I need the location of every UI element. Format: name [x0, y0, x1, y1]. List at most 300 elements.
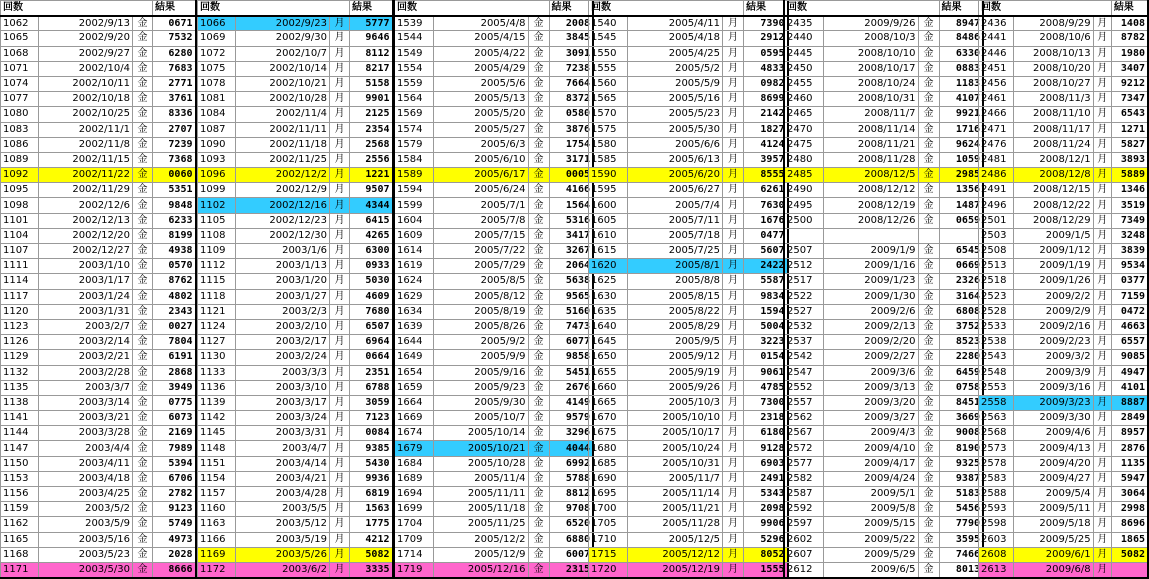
- table-row: [394, 228, 593, 243]
- weekday-cell: 月: [723, 228, 744, 243]
- result-cell: 3267: [549, 244, 593, 259]
- date-cell: 2005/8/8: [628, 274, 723, 289]
- result-cell: 5160: [549, 304, 593, 319]
- weekday-cell: 月: [330, 395, 350, 410]
- date-cell: 2003/3/7: [39, 380, 133, 395]
- weekday-cell: 月: [1093, 471, 1111, 486]
- weekday-cell: 金: [133, 259, 153, 274]
- result-cell: 9901: [350, 92, 393, 107]
- table-row: [394, 380, 593, 395]
- table-row: [198, 380, 393, 395]
- table-row: [394, 244, 593, 259]
- table-row: [1, 168, 196, 183]
- table-row: [589, 395, 788, 410]
- weekday-cell: 金: [528, 517, 549, 532]
- round-cell: 1670: [589, 411, 628, 426]
- date-cell: 2009/2/27: [823, 350, 918, 365]
- table-row: [589, 365, 788, 380]
- table-row: [979, 304, 1149, 319]
- table-row: [198, 274, 393, 289]
- date-cell: 2002/11/1: [39, 122, 133, 137]
- table-row: [394, 350, 593, 365]
- weekday-cell: 月: [330, 92, 350, 107]
- weekday-cell: 月: [1093, 517, 1111, 532]
- table-row: [1, 137, 196, 152]
- table-row: [1, 259, 196, 274]
- result-cell: 5316: [549, 213, 593, 228]
- result-cell: 8555: [744, 168, 788, 183]
- weekday-cell: 金: [133, 456, 153, 471]
- table-row: [1, 441, 196, 456]
- date-cell: 2005/8/29: [628, 319, 723, 334]
- result-cell: 0664: [350, 350, 393, 365]
- result-cell: 3761: [153, 92, 196, 107]
- round-cell: 1704: [394, 517, 433, 532]
- weekday-cell: 金: [528, 107, 549, 122]
- round-cell: 2562: [784, 411, 823, 426]
- result-cell: 3957: [744, 152, 788, 167]
- date-cell: 2008/10/3: [823, 31, 918, 46]
- weekday-cell: 月: [330, 562, 350, 577]
- weekday-cell: 月: [723, 335, 744, 350]
- result-cell: 4802: [153, 289, 196, 304]
- round-cell: 1124: [198, 319, 236, 334]
- round-cell: 1123: [1, 319, 39, 334]
- date-cell: 2005/11/18: [433, 502, 528, 517]
- result-cell: 6330: [939, 46, 983, 61]
- table-row: [394, 289, 593, 304]
- table-row: [784, 76, 983, 91]
- header-round: 回数: [198, 1, 350, 16]
- table-row: [589, 304, 788, 319]
- result-cell: 8523: [939, 335, 983, 350]
- round-cell: 1154: [198, 471, 236, 486]
- date-cell: 2002/9/13: [39, 16, 133, 31]
- result-cell: 7466: [939, 547, 983, 562]
- weekday-cell: 金: [528, 411, 549, 426]
- round-cell: 1554: [394, 61, 433, 76]
- table-row: [198, 259, 393, 274]
- weekday-cell: 月: [723, 487, 744, 502]
- round-cell: 1127: [198, 335, 236, 350]
- table-row: [784, 456, 983, 471]
- round-cell: 1615: [589, 244, 628, 259]
- table-row: [979, 411, 1149, 426]
- date-cell: 2005/8/5: [433, 274, 528, 289]
- table-row: [1, 395, 196, 410]
- round-cell: 2613: [979, 562, 1014, 577]
- table-row: [979, 152, 1149, 167]
- result-cell: 8699: [744, 92, 788, 107]
- table-row: [1, 289, 196, 304]
- header-row: [198, 1, 393, 16]
- result-cell: 3296: [549, 426, 593, 441]
- weekday-cell: 月: [723, 198, 744, 213]
- weekday-cell: 月: [1093, 46, 1111, 61]
- weekday-cell: 金: [528, 259, 549, 274]
- weekday-cell: 月: [1093, 16, 1111, 31]
- round-cell: 1095: [1, 183, 39, 198]
- weekday-cell: 金: [918, 471, 939, 486]
- round-cell: 2593: [979, 502, 1014, 517]
- table-row: [784, 350, 983, 365]
- table-row: [589, 487, 788, 502]
- weekday-cell: 金: [918, 365, 939, 380]
- weekday-cell: 金: [133, 152, 153, 167]
- weekday-cell: 月: [330, 244, 350, 259]
- result-cell: 5749: [153, 517, 196, 532]
- result-cell: 3752: [939, 319, 983, 334]
- round-cell: 1694: [394, 487, 433, 502]
- table-row: [198, 213, 393, 228]
- weekday-cell: 月: [1093, 411, 1111, 426]
- date-cell: 2003/2/24: [236, 350, 330, 365]
- table-row: [394, 532, 593, 547]
- weekday-cell: 金: [133, 228, 153, 243]
- table-row: [784, 426, 983, 441]
- weekday-cell: 金: [133, 562, 153, 577]
- weekday-cell: 月: [330, 335, 350, 350]
- table-row: [979, 274, 1149, 289]
- round-cell: 1570: [589, 107, 628, 122]
- table-row: [198, 471, 393, 486]
- round-cell: 2542: [784, 350, 823, 365]
- weekday-cell: 金: [528, 152, 549, 167]
- date-cell: 2002/12/13: [39, 213, 133, 228]
- date-cell: 2005/8/1: [628, 259, 723, 274]
- round-cell: 1087: [198, 122, 236, 137]
- table-row: [1, 335, 196, 350]
- round-cell: 1720: [589, 562, 628, 577]
- weekday-cell: 月: [723, 16, 744, 31]
- weekday-cell: 金: [133, 487, 153, 502]
- weekday-cell: 月: [1093, 335, 1111, 350]
- weekday-cell: 金: [918, 213, 939, 228]
- weekday-cell: 月: [1093, 168, 1111, 183]
- date-cell: [823, 228, 918, 243]
- round-cell: 2481: [979, 152, 1014, 167]
- weekday-cell: 月: [330, 107, 350, 122]
- date-cell: 2005/9/12: [628, 350, 723, 365]
- result-cell: 1271: [1111, 122, 1148, 137]
- weekday-cell: 月: [723, 61, 744, 76]
- weekday-cell: 月: [330, 456, 350, 471]
- header-result: 結果: [350, 1, 393, 16]
- result-cell: 5343: [744, 487, 788, 502]
- table-row: [979, 562, 1149, 577]
- result-cell: 6557: [1111, 335, 1148, 350]
- result-cell: 2998: [1111, 502, 1148, 517]
- result-cell: 2008: [549, 16, 593, 31]
- weekday-cell: 金: [528, 319, 549, 334]
- results-table-6: [978, 0, 1149, 579]
- result-cell: 7349: [1111, 213, 1148, 228]
- result-cell: 7532: [153, 31, 196, 46]
- round-cell: 1560: [589, 76, 628, 91]
- weekday-cell: 月: [330, 152, 350, 167]
- date-cell: 2003/4/11: [39, 456, 133, 471]
- date-cell: 2005/8/26: [433, 319, 528, 334]
- round-cell: 1147: [1, 441, 39, 456]
- table-row: [394, 517, 593, 532]
- date-cell: 2005/9/16: [433, 365, 528, 380]
- table-row: [394, 61, 593, 76]
- table-row: [394, 395, 593, 410]
- table-row: [198, 502, 393, 517]
- table-row: [784, 517, 983, 532]
- result-cell: 0027: [153, 319, 196, 334]
- result-cell: 9906: [744, 517, 788, 532]
- table-row: [1, 456, 196, 471]
- round-cell: [784, 228, 823, 243]
- date-cell: 2009/2/23: [1013, 335, 1093, 350]
- date-cell: 2008/11/21: [823, 137, 918, 152]
- table-row: [394, 456, 593, 471]
- result-cell: 0758: [939, 380, 983, 395]
- round-cell: 2517: [784, 274, 823, 289]
- table-row: [784, 471, 983, 486]
- date-cell: 2008/11/14: [823, 122, 918, 137]
- result-cell: 0659: [939, 213, 983, 228]
- table-row: [198, 304, 393, 319]
- weekday-cell: 金: [918, 46, 939, 61]
- round-cell: 1680: [589, 441, 628, 456]
- result-cell: 6788: [350, 380, 393, 395]
- round-cell: 2573: [979, 441, 1014, 456]
- date-cell: 2008/12/29: [1013, 213, 1093, 228]
- weekday-cell: 月: [723, 502, 744, 517]
- result-cell: 9834: [744, 289, 788, 304]
- weekday-cell: 金: [918, 289, 939, 304]
- result-cell: 5296: [744, 532, 788, 547]
- weekday-cell: 金: [918, 244, 939, 259]
- date-cell: 2003/4/28: [236, 487, 330, 502]
- weekday-cell: 月: [330, 61, 350, 76]
- result-cell: 9008: [939, 426, 983, 441]
- date-cell: 2003/1/10: [39, 259, 133, 274]
- date-cell: 2003/2/14: [39, 335, 133, 350]
- weekday-cell: 月: [1093, 244, 1111, 259]
- result-cell: 9507: [350, 183, 393, 198]
- table-row: [589, 198, 788, 213]
- round-cell: 1539: [394, 16, 433, 31]
- round-cell: 1075: [198, 61, 236, 76]
- result-cell: 2422: [744, 259, 788, 274]
- table-row: [589, 61, 788, 76]
- result-cell: 9708: [549, 502, 593, 517]
- table-row: [784, 213, 983, 228]
- result-cell: 3091: [549, 46, 593, 61]
- weekday-cell: 月: [723, 304, 744, 319]
- date-cell: 2002/12/30: [236, 228, 330, 243]
- weekday-cell: 金: [133, 365, 153, 380]
- weekday-cell: 金: [133, 274, 153, 289]
- date-cell: 2008/12/22: [1013, 198, 1093, 213]
- round-cell: 1665: [589, 395, 628, 410]
- table-row: [1, 380, 196, 395]
- round-cell: 1104: [1, 228, 39, 243]
- date-cell: 2009/5/1: [823, 487, 918, 502]
- date-cell: 2005/5/27: [433, 122, 528, 137]
- date-cell: 2003/5/26: [236, 547, 330, 562]
- round-cell: 1081: [198, 92, 236, 107]
- round-cell: 1604: [394, 213, 433, 228]
- round-cell: 1109: [198, 244, 236, 259]
- round-cell: 1630: [589, 289, 628, 304]
- date-cell: 2008/10/27: [1013, 76, 1093, 91]
- date-cell: 2009/6/1: [1013, 547, 1093, 562]
- date-cell: 2003/4/14: [236, 456, 330, 471]
- date-cell: 2005/10/31: [628, 456, 723, 471]
- weekday-cell: 金: [918, 183, 939, 198]
- result-cell: 8957: [1111, 426, 1148, 441]
- weekday-cell: 月: [723, 547, 744, 562]
- table-row: [394, 213, 593, 228]
- date-cell: 2005/7/25: [628, 244, 723, 259]
- date-cell: 2005/5/23: [628, 107, 723, 122]
- date-cell: 2009/5/8: [823, 502, 918, 517]
- header-row: [394, 1, 593, 16]
- round-cell: 1142: [198, 411, 236, 426]
- result-cell: 3949: [153, 380, 196, 395]
- table-row: [979, 441, 1149, 456]
- result-cell: [1111, 562, 1148, 577]
- date-cell: 2002/12/20: [39, 228, 133, 243]
- weekday-cell: 金: [133, 532, 153, 547]
- table-row: [1, 61, 196, 76]
- result-cell: 1183: [939, 76, 983, 91]
- round-cell: 1077: [1, 92, 39, 107]
- table-row: [1, 562, 196, 577]
- results-table-5: [783, 0, 984, 579]
- result-cell: 4947: [1111, 365, 1148, 380]
- result-cell: 8696: [1111, 517, 1148, 532]
- weekday-cell: 金: [528, 441, 549, 456]
- weekday-cell: 金: [918, 61, 939, 76]
- results-table-4: [588, 0, 789, 579]
- date-cell: 2002/11/11: [236, 122, 330, 137]
- weekday-cell: 月: [723, 183, 744, 198]
- round-cell: 2475: [784, 137, 823, 152]
- round-cell: 1065: [1, 31, 39, 46]
- weekday-cell: 金: [133, 502, 153, 517]
- weekday-cell: 金: [528, 183, 549, 198]
- result-cell: 1754: [549, 137, 593, 152]
- date-cell: 2005/11/11: [433, 487, 528, 502]
- result-cell: 9123: [153, 502, 196, 517]
- date-cell: 2002/11/15: [39, 152, 133, 167]
- round-cell: 1099: [198, 183, 236, 198]
- result-cell: 2351: [350, 365, 393, 380]
- weekday-cell: 金: [528, 228, 549, 243]
- weekday-cell: 月: [723, 274, 744, 289]
- weekday-cell: 金: [528, 487, 549, 502]
- round-cell: 2507: [784, 244, 823, 259]
- round-cell: 1640: [589, 319, 628, 334]
- round-cell: 1699: [394, 502, 433, 517]
- result-cell: 8887: [1111, 395, 1148, 410]
- date-cell: 2005/9/2: [433, 335, 528, 350]
- date-cell: 2009/2/2: [1013, 289, 1093, 304]
- result-cell: 6545: [939, 244, 983, 259]
- table-row: [589, 16, 788, 31]
- result-cell: 5183: [939, 487, 983, 502]
- result-cell: [939, 228, 983, 243]
- weekday-cell: 月: [1093, 441, 1111, 456]
- date-cell: 2005/7/1: [433, 198, 528, 213]
- weekday-cell: 月: [330, 198, 350, 213]
- round-cell: 1559: [394, 76, 433, 91]
- table-row: [979, 395, 1149, 410]
- date-cell: 2002/11/22: [39, 168, 133, 183]
- weekday-cell: 金: [918, 31, 939, 46]
- round-cell: 1171: [1, 562, 39, 577]
- result-cell: 4609: [350, 289, 393, 304]
- table-row: [979, 289, 1149, 304]
- date-cell: 2005/11/4: [433, 471, 528, 486]
- weekday-cell: 月: [330, 76, 350, 91]
- result-cell: 8451: [939, 395, 983, 410]
- table-row: [589, 46, 788, 61]
- weekday-cell: 金: [528, 350, 549, 365]
- table-row: [1, 16, 196, 31]
- table-row: [394, 122, 593, 137]
- date-cell: 2005/8/12: [433, 289, 528, 304]
- result-cell: 6903: [744, 456, 788, 471]
- table-row: [979, 122, 1149, 137]
- table-row: [784, 487, 983, 502]
- header-result: 結果: [939, 1, 983, 16]
- weekday-cell: 金: [918, 92, 939, 107]
- table-row: [198, 61, 393, 76]
- date-cell: 2002/10/7: [236, 46, 330, 61]
- table-row: [394, 426, 593, 441]
- table-row: [784, 365, 983, 380]
- round-cell: 2435: [784, 16, 823, 31]
- date-cell: 2005/9/5: [628, 335, 723, 350]
- result-cell: 4833: [744, 61, 788, 76]
- result-cell: 2868: [153, 365, 196, 380]
- round-cell: 1078: [198, 76, 236, 91]
- round-cell: 2466: [979, 107, 1014, 122]
- round-cell: 1092: [1, 168, 39, 183]
- weekday-cell: 月: [330, 380, 350, 395]
- date-cell: 2003/4/18: [39, 471, 133, 486]
- result-cell: 0933: [350, 259, 393, 274]
- date-cell: 2005/12/2: [433, 532, 528, 547]
- round-cell: 2533: [979, 319, 1014, 334]
- result-cell: 1555: [744, 562, 788, 577]
- weekday-cell: 金: [133, 304, 153, 319]
- date-cell: 2005/8/22: [628, 304, 723, 319]
- weekday-cell: 金: [918, 562, 939, 577]
- table-row: [394, 16, 593, 31]
- round-cell: 1108: [198, 228, 236, 243]
- result-cell: 5394: [153, 456, 196, 471]
- table-row: [784, 92, 983, 107]
- result-cell: 3248: [1111, 228, 1148, 243]
- date-cell: 2002/12/23: [236, 213, 330, 228]
- round-cell: 2548: [979, 365, 1014, 380]
- date-cell: 2002/10/4: [39, 61, 133, 76]
- result-cell: 9085: [1111, 350, 1148, 365]
- result-cell: 1563: [350, 502, 393, 517]
- result-cell: 6520: [549, 517, 593, 532]
- round-cell: 1545: [589, 31, 628, 46]
- date-cell: 2005/8/15: [628, 289, 723, 304]
- weekday-cell: 月: [330, 46, 350, 61]
- round-cell: 1649: [394, 350, 433, 365]
